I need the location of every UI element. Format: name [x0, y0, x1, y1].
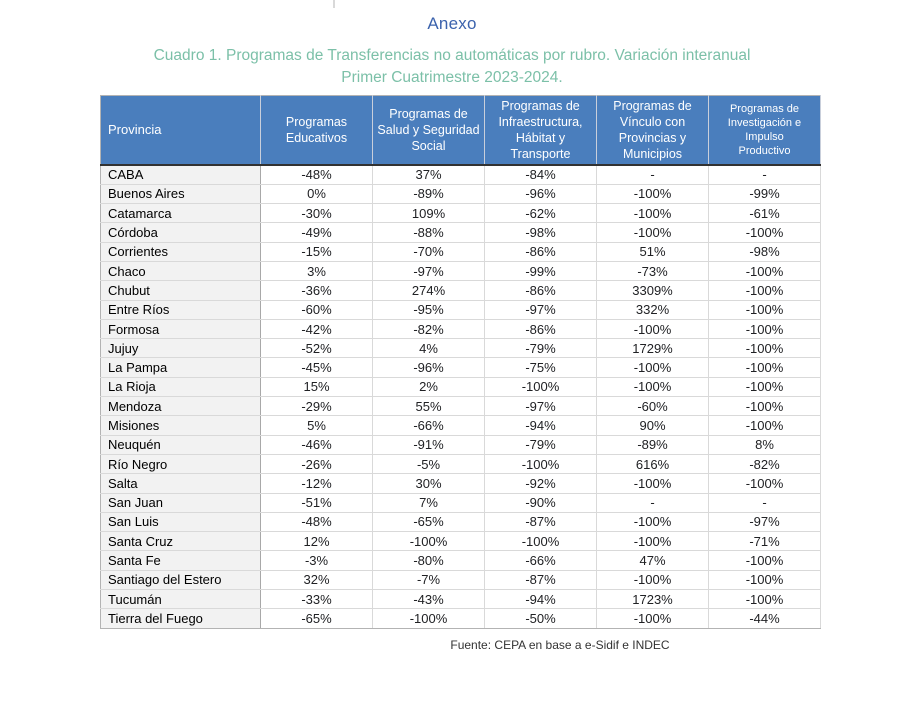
value-cell-investigacion: -98%: [709, 242, 821, 261]
value-cell-educativos: -3%: [261, 551, 373, 570]
value-cell-educativos: 5%: [261, 416, 373, 435]
province-cell: Chubut: [101, 281, 261, 300]
value-cell-educativos: -48%: [261, 512, 373, 531]
table-row: [101, 454, 821, 473]
value-cell-educativos: 15%: [261, 377, 373, 396]
caption-line-1: Cuadro 1. Programas de Transferencias no automáticas por rubro. Variación interanual: [153, 47, 751, 64]
province-cell: La Pampa: [101, 358, 261, 377]
province-cell: Corrientes: [101, 242, 261, 261]
table-row: [101, 397, 821, 416]
value-cell-infraestructura: -62%: [485, 204, 597, 223]
province-cell: Tucumán: [101, 590, 261, 609]
value-cell-educativos: 3%: [261, 261, 373, 280]
value-cell-vinculo: 51%: [597, 242, 709, 261]
value-cell-salud: -97%: [373, 261, 485, 280]
value-cell-vinculo: -100%: [597, 319, 709, 338]
table-row: [101, 300, 821, 319]
value-cell-vinculo: 1723%: [597, 590, 709, 609]
value-cell-infraestructura: -86%: [485, 281, 597, 300]
table-caption: [0, 45, 904, 89]
value-cell-investigacion: -44%: [709, 609, 821, 628]
value-cell-salud: 30%: [373, 474, 485, 493]
value-cell-investigacion: -99%: [709, 184, 821, 203]
value-cell-investigacion: -100%: [709, 339, 821, 358]
province-cell: Salta: [101, 474, 261, 493]
value-cell-vinculo: -100%: [597, 184, 709, 203]
value-cell-vinculo: 47%: [597, 551, 709, 570]
value-cell-vinculo: 90%: [597, 416, 709, 435]
value-cell-vinculo: -100%: [597, 609, 709, 628]
value-cell-infraestructura: -90%: [485, 493, 597, 512]
value-cell-salud: -100%: [373, 609, 485, 628]
value-cell-salud: -100%: [373, 532, 485, 551]
value-cell-investigacion: -: [709, 493, 821, 512]
province-cell: Misiones: [101, 416, 261, 435]
value-cell-educativos: -26%: [261, 454, 373, 473]
table-row: [101, 204, 821, 223]
value-cell-infraestructura: -86%: [485, 319, 597, 338]
value-cell-vinculo: -100%: [597, 512, 709, 531]
value-cell-educativos: -30%: [261, 204, 373, 223]
province-cell: Entre Ríos: [101, 300, 261, 319]
value-cell-salud: -80%: [373, 551, 485, 570]
value-cell-investigacion: -100%: [709, 416, 821, 435]
value-cell-vinculo: -100%: [597, 570, 709, 589]
value-cell-salud: -7%: [373, 570, 485, 589]
value-cell-infraestructura: -100%: [485, 532, 597, 551]
value-cell-vinculo: -100%: [597, 474, 709, 493]
table-row: [101, 532, 821, 551]
table-row: [101, 223, 821, 242]
value-cell-vinculo: -89%: [597, 435, 709, 454]
value-cell-salud: -70%: [373, 242, 485, 261]
province-cell: Buenos Aires: [101, 184, 261, 203]
value-cell-vinculo: -: [597, 493, 709, 512]
table-row: [101, 184, 821, 203]
value-cell-infraestructura: -79%: [485, 435, 597, 454]
value-cell-investigacion: -97%: [709, 512, 821, 531]
value-cell-investigacion: -100%: [709, 377, 821, 396]
value-cell-salud: -88%: [373, 223, 485, 242]
province-cell: Neuquén: [101, 435, 261, 454]
transfers-table: [100, 95, 821, 629]
table-row: [101, 474, 821, 493]
value-cell-educativos: -42%: [261, 319, 373, 338]
value-cell-educativos: -29%: [261, 397, 373, 416]
value-cell-educativos: -36%: [261, 281, 373, 300]
value-cell-salud: 55%: [373, 397, 485, 416]
value-cell-investigacion: -100%: [709, 570, 821, 589]
value-cell-infraestructura: -50%: [485, 609, 597, 628]
province-cell: Santa Fe: [101, 551, 261, 570]
value-cell-infraestructura: -99%: [485, 261, 597, 280]
table-row: [101, 242, 821, 261]
value-cell-infraestructura: -75%: [485, 358, 597, 377]
value-cell-investigacion: -100%: [709, 281, 821, 300]
province-cell: Santa Cruz: [101, 532, 261, 551]
table-row: [101, 512, 821, 531]
value-cell-investigacion: -100%: [709, 358, 821, 377]
value-cell-investigacion: -61%: [709, 204, 821, 223]
value-cell-educativos: -12%: [261, 474, 373, 493]
value-cell-infraestructura: -97%: [485, 397, 597, 416]
column-header-provincia: Provincia: [101, 96, 261, 166]
caption-line-2: Primer Cuatrimestre 2023-2024.: [341, 69, 563, 86]
value-cell-salud: 7%: [373, 493, 485, 512]
province-cell: Mendoza: [101, 397, 261, 416]
value-cell-investigacion: -100%: [709, 551, 821, 570]
value-cell-infraestructura: -66%: [485, 551, 597, 570]
value-cell-infraestructura: -100%: [485, 377, 597, 396]
value-cell-investigacion: -100%: [709, 397, 821, 416]
value-cell-salud: -82%: [373, 319, 485, 338]
table-row: [101, 609, 821, 628]
column-header-infraestructura: Programas de Infraestructura, Hábitat y Transporte: [485, 96, 597, 166]
value-cell-investigacion: -100%: [709, 590, 821, 609]
province-cell: Santiago del Estero: [101, 570, 261, 589]
value-cell-salud: -91%: [373, 435, 485, 454]
value-cell-educativos: -46%: [261, 435, 373, 454]
value-cell-salud: -5%: [373, 454, 485, 473]
province-cell: Tierra del Fuego: [101, 609, 261, 628]
province-cell: Chaco: [101, 261, 261, 280]
value-cell-infraestructura: -100%: [485, 454, 597, 473]
value-cell-investigacion: -: [709, 165, 821, 184]
table-row: [101, 281, 821, 300]
value-cell-investigacion: -82%: [709, 454, 821, 473]
table-row: [101, 319, 821, 338]
value-cell-salud: 37%: [373, 165, 485, 184]
value-cell-educativos: -49%: [261, 223, 373, 242]
province-cell: Catamarca: [101, 204, 261, 223]
value-cell-vinculo: -73%: [597, 261, 709, 280]
value-cell-infraestructura: -84%: [485, 165, 597, 184]
table-row: [101, 435, 821, 454]
value-cell-vinculo: -60%: [597, 397, 709, 416]
page-title: Anexo: [427, 14, 477, 33]
province-cell: San Luis: [101, 512, 261, 531]
value-cell-educativos: -52%: [261, 339, 373, 358]
value-cell-investigacion: -100%: [709, 223, 821, 242]
table-row: [101, 339, 821, 358]
table-row: [101, 416, 821, 435]
value-cell-educativos: 0%: [261, 184, 373, 203]
value-cell-educativos: -45%: [261, 358, 373, 377]
value-cell-salud: -66%: [373, 416, 485, 435]
value-cell-vinculo: -100%: [597, 223, 709, 242]
value-cell-salud: 274%: [373, 281, 485, 300]
table-row: [101, 261, 821, 280]
table-header-row: [101, 96, 821, 166]
value-cell-salud: -43%: [373, 590, 485, 609]
table-row: [101, 358, 821, 377]
value-cell-vinculo: -100%: [597, 358, 709, 377]
value-cell-investigacion: 8%: [709, 435, 821, 454]
value-cell-infraestructura: -86%: [485, 242, 597, 261]
value-cell-vinculo: -100%: [597, 377, 709, 396]
value-cell-vinculo: -: [597, 165, 709, 184]
value-cell-vinculo: -100%: [597, 532, 709, 551]
value-cell-educativos: -60%: [261, 300, 373, 319]
value-cell-infraestructura: -92%: [485, 474, 597, 493]
value-cell-vinculo: 616%: [597, 454, 709, 473]
table-container: [100, 95, 820, 652]
value-cell-vinculo: 332%: [597, 300, 709, 319]
table-row: [101, 570, 821, 589]
province-cell: La Rioja: [101, 377, 261, 396]
table-row: [101, 165, 821, 184]
table-row: [101, 551, 821, 570]
value-cell-vinculo: -100%: [597, 204, 709, 223]
value-cell-vinculo: 3309%: [597, 281, 709, 300]
value-cell-investigacion: -100%: [709, 319, 821, 338]
province-cell: Río Negro: [101, 454, 261, 473]
value-cell-infraestructura: -94%: [485, 590, 597, 609]
province-cell: Córdoba: [101, 223, 261, 242]
table-row: [101, 493, 821, 512]
column-header-investigacion: Programas de Investigación e Impulso Productivo: [709, 96, 821, 166]
value-cell-educativos: 12%: [261, 532, 373, 551]
value-cell-educativos: -51%: [261, 493, 373, 512]
column-header-educativos: Programas Educativos: [261, 96, 373, 166]
value-cell-salud: -65%: [373, 512, 485, 531]
value-cell-educativos: 32%: [261, 570, 373, 589]
table-row: [101, 590, 821, 609]
value-cell-investigacion: -100%: [709, 300, 821, 319]
value-cell-educativos: -33%: [261, 590, 373, 609]
value-cell-salud: 109%: [373, 204, 485, 223]
province-cell: Formosa: [101, 319, 261, 338]
province-cell: San Juan: [101, 493, 261, 512]
screenshot-artifact-line: [333, 0, 335, 8]
value-cell-investigacion: -100%: [709, 474, 821, 493]
value-cell-educativos: -65%: [261, 609, 373, 628]
province-cell: CABA: [101, 165, 261, 184]
column-header-salud: Programas de Salud y Seguridad Social: [373, 96, 485, 166]
value-cell-infraestructura: -96%: [485, 184, 597, 203]
value-cell-salud: 4%: [373, 339, 485, 358]
value-cell-salud: 2%: [373, 377, 485, 396]
value-cell-infraestructura: -87%: [485, 512, 597, 531]
value-cell-salud: -95%: [373, 300, 485, 319]
value-cell-infraestructura: -87%: [485, 570, 597, 589]
value-cell-vinculo: 1729%: [597, 339, 709, 358]
value-cell-infraestructura: -98%: [485, 223, 597, 242]
source-note: Fuente: CEPA en base a e-Sidif e INDEC: [450, 637, 670, 652]
value-cell-infraestructura: -97%: [485, 300, 597, 319]
value-cell-investigacion: -71%: [709, 532, 821, 551]
table-row: [101, 377, 821, 396]
column-header-vinculo: Programas de Vínculo con Provincias y Municipios: [597, 96, 709, 166]
value-cell-salud: -89%: [373, 184, 485, 203]
value-cell-infraestructura: -94%: [485, 416, 597, 435]
value-cell-educativos: -48%: [261, 165, 373, 184]
value-cell-investigacion: -100%: [709, 261, 821, 280]
value-cell-educativos: -15%: [261, 242, 373, 261]
value-cell-infraestructura: -79%: [485, 339, 597, 358]
province-cell: Jujuy: [101, 339, 261, 358]
value-cell-salud: -96%: [373, 358, 485, 377]
